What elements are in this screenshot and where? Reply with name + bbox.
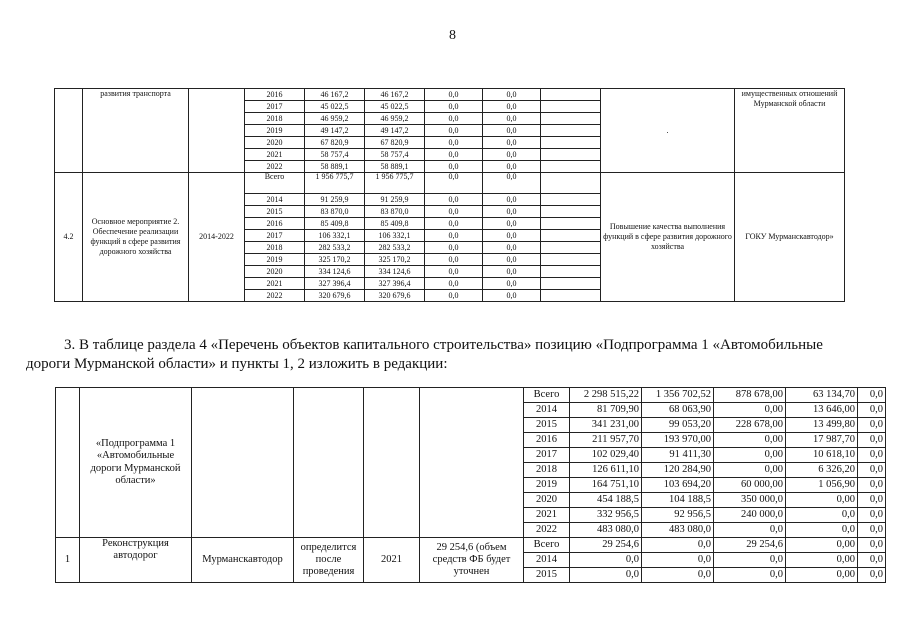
data-cell: 10 618,10 — [786, 448, 858, 463]
data-cell: 2016 — [245, 218, 305, 230]
data-cell: 0,0 — [425, 278, 483, 290]
data-cell: 2021 — [524, 508, 570, 523]
data-cell: 13 646,00 — [786, 403, 858, 418]
data-cell: 2014 — [245, 194, 305, 206]
data-cell: 2015 — [524, 418, 570, 433]
measure-name-cell: Основное мероприятие 2. Обеспечение реализации функций в сфере развития дорожного хозяйства — [83, 173, 189, 302]
empty-cell — [541, 218, 601, 230]
empty-cell — [541, 113, 601, 125]
data-cell: 240 000,0 — [714, 508, 786, 523]
period-cell: 2014-2022 — [189, 173, 245, 302]
data-cell: 0,00 — [786, 493, 858, 508]
data-cell: Всего — [524, 388, 570, 403]
data-cell: 0,00 — [786, 553, 858, 568]
data-cell: 0,0 — [714, 568, 786, 583]
data-cell: 58 889,1 — [305, 161, 365, 173]
data-cell: 0,0 — [425, 194, 483, 206]
data-cell: 0,0 — [483, 230, 541, 242]
data-cell: 0,0 — [858, 478, 886, 493]
row-number-cell — [55, 89, 83, 173]
empty-cell — [541, 101, 601, 113]
data-cell: 2017 — [245, 230, 305, 242]
data-cell: 2018 — [245, 113, 305, 125]
data-cell: 2021 — [245, 149, 305, 161]
data-cell: 68 063,90 — [642, 403, 714, 418]
data-cell: 0,0 — [425, 101, 483, 113]
data-cell: 2015 — [524, 568, 570, 583]
data-cell: 282 533,2 — [305, 242, 365, 254]
empty-cell — [541, 173, 601, 194]
executor-cell: имущественных отношений Мурманской области — [735, 89, 845, 173]
data-cell: 0,0 — [425, 242, 483, 254]
data-cell: 0,0 — [858, 568, 886, 583]
data-cell: 0,0 — [570, 553, 642, 568]
data-cell: 0,0 — [425, 266, 483, 278]
data-cell: 0,0 — [858, 523, 886, 538]
data-cell: 0,00 — [714, 433, 786, 448]
data-cell: 45 022,5 — [305, 101, 365, 113]
data-cell: 102 029,40 — [570, 448, 642, 463]
data-cell: 0,0 — [858, 493, 886, 508]
data-cell: 46 959,2 — [365, 113, 425, 125]
data-cell: 67 820,9 — [365, 137, 425, 149]
data-cell: 0,0 — [483, 242, 541, 254]
data-cell: 325 170,2 — [365, 254, 425, 266]
data-cell: 106 332,1 — [305, 230, 365, 242]
data-cell: 2021 — [245, 278, 305, 290]
data-cell: 341 231,00 — [570, 418, 642, 433]
empty-cell — [420, 388, 524, 538]
data-cell: 49 147,2 — [365, 125, 425, 137]
result-cell: Повышение качества выполнения функций в сфере развития дорожного хозяйства — [601, 173, 735, 302]
program-table-top — [54, 88, 845, 302]
data-cell: 327 396,4 — [305, 278, 365, 290]
data-cell: 320 679,6 — [305, 290, 365, 302]
data-cell: 211 957,70 — [570, 433, 642, 448]
data-cell: 2022 — [524, 523, 570, 538]
data-cell: 60 000,00 — [714, 478, 786, 493]
data-cell: 2022 — [245, 290, 305, 302]
data-cell: 2020 — [245, 137, 305, 149]
empty-cell — [541, 230, 601, 242]
data-cell: 2016 — [524, 433, 570, 448]
data-cell: 0,0 — [570, 568, 642, 583]
data-cell: 0,0 — [483, 206, 541, 218]
data-cell: 85 409,8 — [365, 218, 425, 230]
empty-cell — [541, 161, 601, 173]
data-cell: 2020 — [524, 493, 570, 508]
row-number-cell: 1 — [56, 538, 80, 583]
data-cell: 454 188,5 — [570, 493, 642, 508]
data-cell: 2018 — [245, 242, 305, 254]
capital-construction-table — [55, 387, 886, 583]
data-cell: 29 254,6 — [570, 538, 642, 553]
data-cell: 46 959,2 — [305, 113, 365, 125]
data-cell: 0,0 — [425, 254, 483, 266]
data-cell: 0,0 — [858, 433, 886, 448]
data-cell: 2017 — [524, 448, 570, 463]
data-cell: 327 396,4 — [365, 278, 425, 290]
data-cell: 58 757,4 — [365, 149, 425, 161]
data-cell: 91 411,30 — [642, 448, 714, 463]
data-cell: 29 254,6 — [714, 538, 786, 553]
data-cell: 2014 — [524, 553, 570, 568]
table-row — [55, 173, 845, 194]
data-cell: 104 188,5 — [642, 493, 714, 508]
data-cell: 2022 — [245, 161, 305, 173]
empty-cell — [364, 388, 420, 538]
empty-cell — [541, 194, 601, 206]
data-cell: 483 080,0 — [642, 523, 714, 538]
data-cell: 99 053,20 — [642, 418, 714, 433]
empty-cell — [541, 89, 601, 101]
result-cell: . — [601, 89, 735, 173]
data-cell: 193 970,00 — [642, 433, 714, 448]
data-cell: 2016 — [245, 89, 305, 101]
data-cell: 1 956 775,7 — [365, 173, 425, 194]
data-cell: 2018 — [524, 463, 570, 478]
data-cell: 0,0 — [483, 290, 541, 302]
data-cell: 0,0 — [483, 149, 541, 161]
data-cell: 85 409,8 — [305, 218, 365, 230]
empty-cell — [541, 206, 601, 218]
data-cell: 0,0 — [483, 89, 541, 101]
table-row — [56, 388, 886, 403]
empty-cell — [541, 125, 601, 137]
data-cell: 0,00 — [714, 448, 786, 463]
data-cell: 0,0 — [483, 173, 541, 194]
data-cell: 2019 — [245, 254, 305, 266]
data-cell: 2014 — [524, 403, 570, 418]
data-cell: 0,0 — [483, 101, 541, 113]
data-cell: Всего — [524, 538, 570, 553]
measure-name-cell: развития транспорта — [83, 89, 189, 173]
data-cell: 0,0 — [483, 218, 541, 230]
data-cell: 164 751,10 — [570, 478, 642, 493]
data-cell: 2017 — [245, 101, 305, 113]
empty-cell — [541, 137, 601, 149]
empty-cell — [294, 388, 364, 538]
data-cell: 0,0 — [786, 508, 858, 523]
period-cell — [189, 89, 245, 173]
data-cell: 0,0 — [858, 418, 886, 433]
empty-cell — [192, 388, 294, 538]
object-name-cell: Реконструкция автодорог — [80, 538, 192, 583]
table-row — [55, 89, 845, 101]
empty-cell — [541, 266, 601, 278]
data-cell: 13 499,80 — [786, 418, 858, 433]
row-number-cell: 4.2 — [55, 173, 83, 302]
data-cell: 0,0 — [858, 538, 886, 553]
data-cell: 2 298 515,22 — [570, 388, 642, 403]
data-cell: 0,0 — [425, 173, 483, 194]
data-cell: 2019 — [524, 478, 570, 493]
data-cell: 92 956,5 — [642, 508, 714, 523]
data-cell: 332 956,5 — [570, 508, 642, 523]
data-cell: 320 679,6 — [365, 290, 425, 302]
cost-cell: 29 254,6 (объем средств ФБ будет уточнен — [420, 538, 524, 583]
data-cell: 0,0 — [483, 161, 541, 173]
data-cell: 2020 — [245, 266, 305, 278]
data-cell: 63 134,70 — [786, 388, 858, 403]
data-cell: 58 889,1 — [365, 161, 425, 173]
data-cell: 0,0 — [483, 125, 541, 137]
data-cell: 2015 — [245, 206, 305, 218]
data-cell: 0,0 — [425, 218, 483, 230]
data-cell: 45 022,5 — [365, 101, 425, 113]
data-cell: 0,00 — [714, 463, 786, 478]
data-cell: 6 326,20 — [786, 463, 858, 478]
data-cell: 103 694,20 — [642, 478, 714, 493]
data-cell: 2019 — [245, 125, 305, 137]
data-cell: 46 167,2 — [305, 89, 365, 101]
data-cell: 1 056,90 — [786, 478, 858, 493]
data-cell: 0,0 — [425, 206, 483, 218]
data-cell: 0,0 — [483, 137, 541, 149]
paragraph-line-1: 3. В таблице раздела 4 «Перечень объектов капитального строительства» позицию «Подпрограмма 1 «Автомобильные — [64, 337, 823, 353]
data-cell: 0,0 — [642, 553, 714, 568]
table-row — [56, 538, 886, 553]
year-cell: 2021 — [364, 538, 420, 583]
data-cell: 878 678,00 — [714, 388, 786, 403]
empty-cell — [541, 290, 601, 302]
data-cell: 91 259,9 — [305, 194, 365, 206]
data-cell: 46 167,2 — [365, 89, 425, 101]
data-cell: 0,0 — [858, 388, 886, 403]
page-number: 8 — [449, 28, 456, 43]
empty-cell — [541, 254, 601, 266]
data-cell: 0,0 — [714, 523, 786, 538]
data-cell: 0,0 — [858, 553, 886, 568]
data-cell: 17 987,70 — [786, 433, 858, 448]
data-cell: 0,0 — [786, 523, 858, 538]
row-number-cell — [56, 388, 80, 538]
data-cell: 0,00 — [714, 403, 786, 418]
term-cell: определится после проведения — [294, 538, 364, 583]
data-cell: 0,00 — [786, 538, 858, 553]
data-cell: 81 709,90 — [570, 403, 642, 418]
data-cell: 49 147,2 — [305, 125, 365, 137]
executor-cell: ГОКУ Мурманскавтодор» — [735, 173, 845, 302]
data-cell: 0,0 — [425, 149, 483, 161]
data-cell: 1 956 775,7 — [305, 173, 365, 194]
subprogram-name-cell: «Подпрограмма 1 «Автомобильные дороги Мурманской области» — [80, 388, 192, 538]
data-cell: 106 332,1 — [365, 230, 425, 242]
data-cell: 0,0 — [483, 254, 541, 266]
data-cell: 0,0 — [858, 508, 886, 523]
data-cell: 325 170,2 — [305, 254, 365, 266]
data-cell: 0,0 — [714, 553, 786, 568]
empty-cell — [541, 242, 601, 254]
paragraph-line-2: дороги Мурманской области» и пункты 1, 2 изложить в редакции: — [26, 356, 448, 372]
empty-cell — [541, 278, 601, 290]
data-cell: 0,0 — [425, 89, 483, 101]
data-cell: 0,0 — [642, 538, 714, 553]
data-cell: Всего — [245, 173, 305, 194]
data-cell: 0,0 — [483, 266, 541, 278]
executor-cell: Мурманскавтодор — [192, 538, 294, 583]
data-cell: 483 080,0 — [570, 523, 642, 538]
data-cell: 0,0 — [425, 161, 483, 173]
data-cell: 0,0 — [858, 403, 886, 418]
data-cell: 0,0 — [425, 137, 483, 149]
instruction-paragraph — [26, 336, 864, 374]
data-cell: 0,0 — [642, 568, 714, 583]
data-cell: 120 284,90 — [642, 463, 714, 478]
data-cell: 0,0 — [483, 278, 541, 290]
data-cell: 0,0 — [858, 463, 886, 478]
data-cell: 0,0 — [483, 113, 541, 125]
data-cell: 0,0 — [483, 194, 541, 206]
data-cell: 0,00 — [786, 568, 858, 583]
data-cell: 0,0 — [858, 448, 886, 463]
data-cell: 334 124,6 — [365, 266, 425, 278]
data-cell: 91 259,9 — [365, 194, 425, 206]
data-cell: 350 000,0 — [714, 493, 786, 508]
data-cell: 0,0 — [425, 290, 483, 302]
data-cell: 0,0 — [425, 230, 483, 242]
data-cell: 126 611,10 — [570, 463, 642, 478]
data-cell: 282 533,2 — [365, 242, 425, 254]
data-cell: 83 870,0 — [305, 206, 365, 218]
data-cell: 334 124,6 — [305, 266, 365, 278]
data-cell: 0,0 — [425, 125, 483, 137]
data-cell: 228 678,00 — [714, 418, 786, 433]
data-cell: 0,0 — [425, 113, 483, 125]
empty-cell — [541, 149, 601, 161]
data-cell: 1 356 702,52 — [642, 388, 714, 403]
data-cell: 83 870,0 — [365, 206, 425, 218]
data-cell: 58 757,4 — [305, 149, 365, 161]
data-cell: 67 820,9 — [305, 137, 365, 149]
